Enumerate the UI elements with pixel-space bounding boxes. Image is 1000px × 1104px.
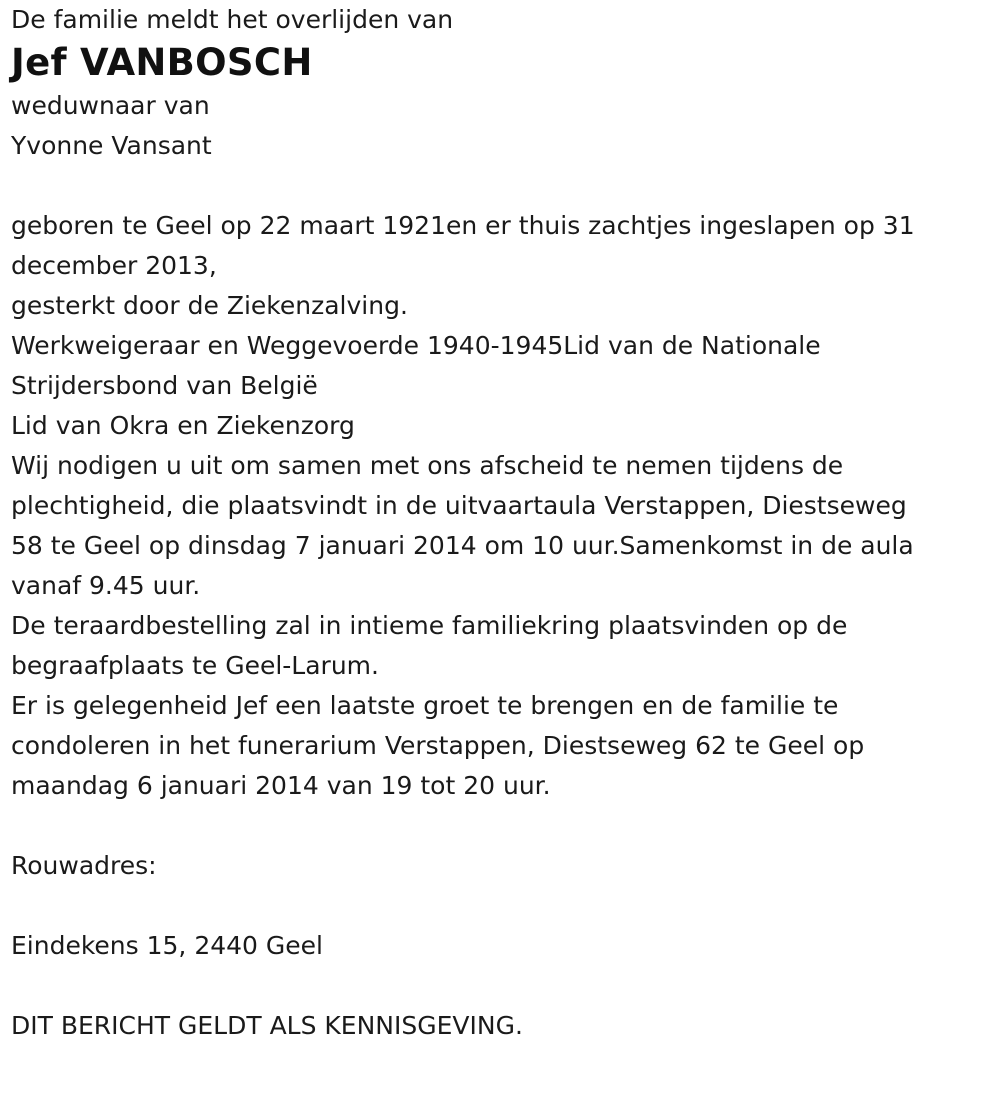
sacrament-line: gesterkt door de Ziekenzalving. xyxy=(11,291,408,320)
ceremony-line: Wij nodigen u uit om samen met ons afscheid te nemen tijdens de xyxy=(11,451,844,480)
intro-text: De familie meldt het overlijden van xyxy=(11,5,454,34)
ceremony-line: vanaf 9.45 uur. xyxy=(11,571,201,600)
visitation-line: maandag 6 januari 2014 van 19 tot 20 uur. xyxy=(11,771,551,800)
ceremony-line: 58 te Geel op dinsdag 7 januari 2014 om 10 uur.Samenkomst in de aula xyxy=(11,531,914,560)
visitation-line: condoleren in het funerarium Verstappen, Diestseweg 62 te Geel op xyxy=(11,731,865,760)
memberships-line: Strijdersbond van België xyxy=(11,371,318,400)
obituary-notice xyxy=(11,0,971,1046)
closing-notice: DIT BERICHT GELDT ALS KENNISGEVING. xyxy=(11,1011,523,1040)
spouse-name: Yvonne Vansant xyxy=(11,131,212,160)
ceremony-line: plechtigheid, die plaatsvindt in de uitvaartaula Verstappen, Diestseweg xyxy=(11,491,907,520)
deceased-name: Jef VANBOSCH xyxy=(11,41,313,84)
born-line: geboren te Geel op 22 maart 1921en er thuis zachtjes ingeslapen op 31 xyxy=(11,211,915,240)
spacer xyxy=(11,966,971,1006)
memberships-line: Lid van Okra en Ziekenzorg xyxy=(11,411,355,440)
spacer xyxy=(11,166,971,206)
burial-line: De teraardbestelling zal in intieme familiekring plaatsvinden op de xyxy=(11,611,848,640)
visitation-line: Er is gelegenheid Jef een laatste groet te brengen en de familie te xyxy=(11,691,839,720)
address-label: Rouwadres: xyxy=(11,851,157,880)
relation-text: weduwnaar van xyxy=(11,91,210,120)
address-value: Eindekens 15, 2440 Geel xyxy=(11,931,323,960)
notice-body xyxy=(11,206,971,806)
spacer xyxy=(11,886,971,926)
born-line: december 2013, xyxy=(11,251,217,280)
memberships-line: Werkweigeraar en Weggevoerde 1940-1945Lid van de Nationale xyxy=(11,331,821,360)
spacer xyxy=(11,806,971,846)
burial-line: begraafplaats te Geel-Larum. xyxy=(11,651,379,680)
